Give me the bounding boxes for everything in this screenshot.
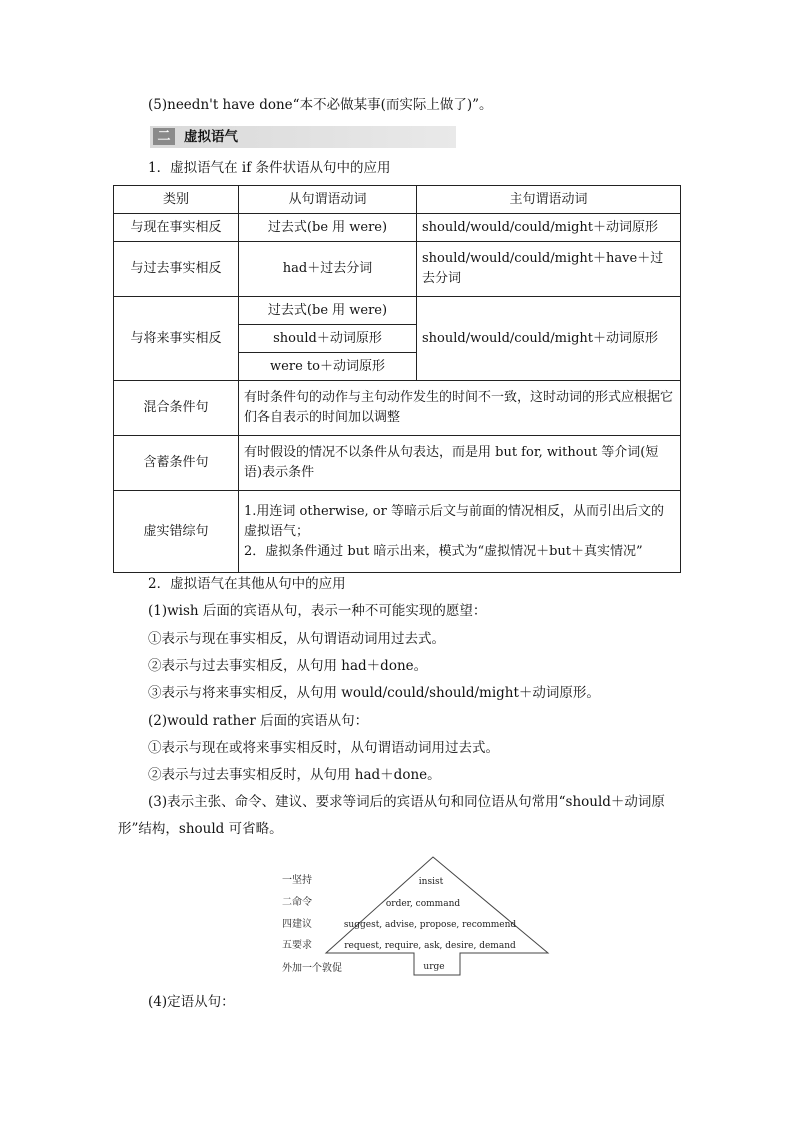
subjunctive-verbs-diagram [280, 855, 552, 980]
subheading-if-clause: 1．虚拟语气在 if 条件状语从句中的应用 [148, 160, 391, 176]
subheading-other-clauses: 2．虚拟语气在其他从句中的应用 [148, 576, 346, 592]
table-row [114, 242, 681, 297]
table-header-row [114, 186, 681, 214]
would-rather-heading: (2)would rather 后面的宾语从句： [148, 713, 369, 729]
header-clause-verb: 从句谓语动词 [239, 186, 417, 214]
wish-point-2: ②表示与过去事实相反，从句用 had＋done。 [148, 658, 428, 674]
intro-line: (5)needn't have done“本不必做某事(而实际上做了)”。 [148, 97, 493, 113]
row-label: 含蓄条件句 [114, 436, 239, 491]
row-main-verb: should/would/could/might＋have＋过去分词 [417, 242, 681, 297]
table-row [114, 436, 681, 491]
section-number-badge: 二 [153, 128, 175, 145]
row-description-line: 2．虚拟条件通过 but 暗示出来，模式为“虚拟情况＋but＋真实情况” [244, 543, 643, 559]
row-label: 虚实错综句 [114, 491, 239, 573]
row-label: 与将来事实相反 [114, 297, 239, 381]
header-category: 类别 [114, 186, 239, 214]
diagram-verb-layer: urge [423, 962, 445, 972]
row-clause-verb: were to＋动词原形 [239, 353, 417, 381]
row-description: 有时假设的情况不以条件从句表达，而是用 but for, without 等介词(短语)表示条件 [239, 436, 681, 491]
house-outline [326, 857, 548, 975]
diagram-left-label: 外加一个敦促 [282, 963, 342, 974]
row-description: 有时条件句的动作与主句动作发生的时间不一致，这时动词的形式应根据它们各自表示的时间加以调整 [239, 381, 681, 436]
table-row [114, 491, 681, 573]
row-main-verb: should/would/could/might＋动词原形 [417, 297, 681, 381]
would-rather-point-2: ②表示与过去事实相反时，从句用 had＋done。 [148, 767, 441, 783]
table-row [114, 381, 681, 436]
row-clause-verb: 过去式(be 用 were) [239, 214, 417, 242]
diagram-verb-layer: order, command [385, 899, 461, 909]
row-clause-verb: should＋动词原形 [239, 325, 417, 353]
wish-point-1: ①表示与现在事实相反，从句谓语动词用过去式。 [148, 631, 445, 647]
section-title: 虚拟语气 [184, 129, 238, 145]
would-rather-point-1: ①表示与现在或将来事实相反时，从句谓语动词用过去式。 [148, 740, 499, 756]
diagram-verb-layer: insist [418, 877, 444, 887]
row-label: 与现在事实相反 [114, 214, 239, 242]
header-main-verb: 主句谓语动词 [417, 186, 681, 214]
diagram-left-label: 五要求 [282, 940, 312, 951]
wish-point-3: ③表示与将来事实相反，从句用 would/could/should/might＋动词原形。 [148, 685, 600, 701]
row-clause-verb: had＋过去分词 [239, 242, 417, 297]
row-label: 混合条件句 [114, 381, 239, 436]
row-main-verb: should/would/could/might＋动词原形 [417, 214, 681, 242]
diagram-verb-layer: suggest, advise, propose, recommend [343, 920, 517, 930]
should-clause-paragraph: (3)表示主张、命令、建议、要求等词后的宾语从句和同位语从句常用“should＋动词原 [148, 794, 665, 810]
row-description-line: 1.用连词 otherwise, or 等暗示后文与前面的情况相反，从而引出后文的虚拟语气； [244, 503, 664, 539]
conditional-table [113, 185, 681, 573]
section-heading [150, 126, 456, 148]
row-description [239, 491, 681, 573]
diagram-left-label: 四建议 [282, 919, 312, 930]
wish-heading: (1)wish 后面的宾语从句，表示一种不可能实现的愿望： [148, 603, 487, 619]
table-row [114, 297, 681, 325]
row-label: 与过去事实相反 [114, 242, 239, 297]
row-clause-verb: 过去式(be 用 were) [239, 297, 417, 325]
diagram-verb-layer: request, require, ask, desire, demand [344, 941, 516, 951]
house-diagram-svg [280, 855, 552, 980]
should-clause-paragraph-cont: 形”结构，should 可省略。 [118, 821, 283, 837]
table-row [114, 214, 681, 242]
diagram-left-label: 二命令 [282, 897, 312, 908]
attributive-clause-heading: (4)定语从句： [148, 994, 235, 1010]
diagram-left-label: 一坚持 [282, 875, 312, 886]
